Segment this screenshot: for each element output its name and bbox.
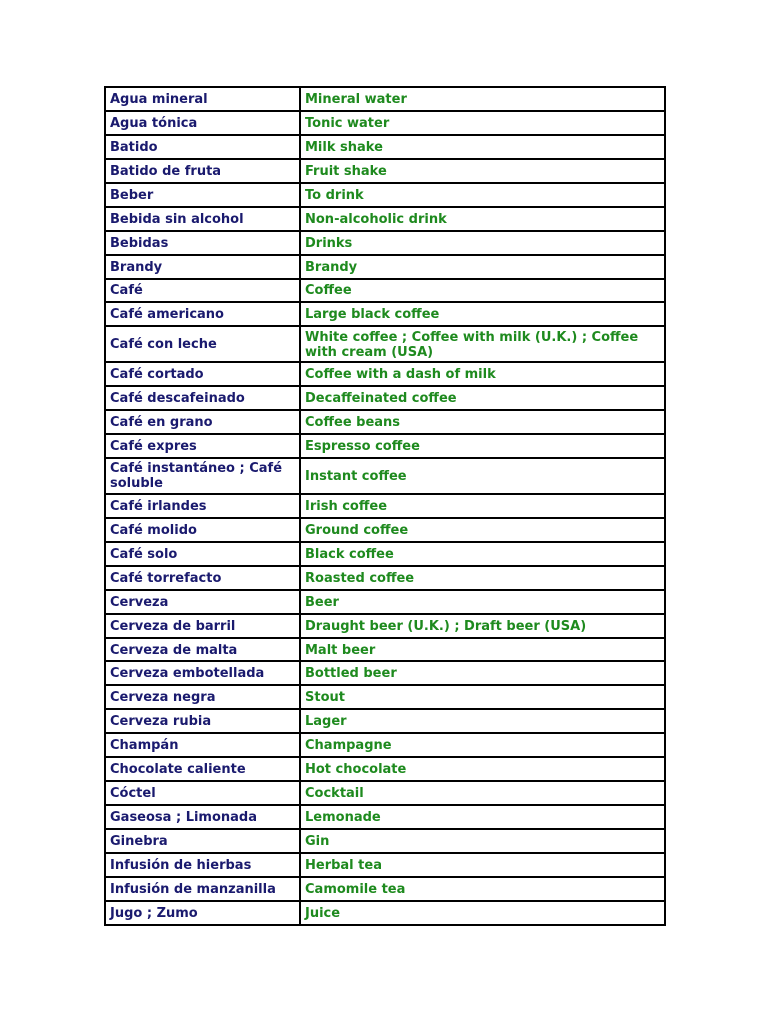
english-translation-cell: Lager — [300, 709, 665, 733]
english-translation-cell: Tonic water — [300, 111, 665, 135]
table-row — [105, 207, 665, 231]
spanish-term-cell: Café solo — [105, 542, 300, 566]
spanish-term-cell: Cerveza embotellada — [105, 661, 300, 685]
english-translation-cell: Herbal tea — [300, 853, 665, 877]
table-row — [105, 302, 665, 326]
table-row — [105, 853, 665, 877]
english-translation-cell: Coffee — [300, 279, 665, 303]
spanish-term-cell: Beber — [105, 183, 300, 207]
spanish-term-cell: Cóctel — [105, 781, 300, 805]
english-translation-cell: Malt beer — [300, 638, 665, 662]
table-row — [105, 518, 665, 542]
spanish-term-cell: Bebida sin alcohol — [105, 207, 300, 231]
english-translation-cell: Coffee with a dash of milk — [300, 362, 665, 386]
english-translation-cell: Milk shake — [300, 135, 665, 159]
table-row — [105, 542, 665, 566]
english-translation-cell: Draught beer (U.K.) ; Draft beer (USA) — [300, 614, 665, 638]
vocabulary-table — [104, 86, 666, 926]
table-row — [105, 279, 665, 303]
table-row — [105, 386, 665, 410]
english-translation-cell: Champagne — [300, 733, 665, 757]
spanish-term-cell: Gaseosa ; Limonada — [105, 805, 300, 829]
spanish-term-cell: Cerveza rubia — [105, 709, 300, 733]
spanish-term-cell: Brandy — [105, 255, 300, 279]
spanish-term-cell: Infusión de manzanilla — [105, 877, 300, 901]
table-row — [105, 614, 665, 638]
spanish-term-cell: Chocolate caliente — [105, 757, 300, 781]
table-row — [105, 255, 665, 279]
spanish-term-cell: Infusión de hierbas — [105, 853, 300, 877]
table-row — [105, 183, 665, 207]
english-translation-cell: Stout — [300, 685, 665, 709]
spanish-term-cell: Café en grano — [105, 410, 300, 434]
spanish-term-cell: Cerveza negra — [105, 685, 300, 709]
table-row — [105, 410, 665, 434]
spanish-term-cell: Café — [105, 279, 300, 303]
spanish-term-cell: Café americano — [105, 302, 300, 326]
table-row — [105, 135, 665, 159]
spanish-term-cell: Agua mineral — [105, 87, 300, 111]
spanish-term-cell: Agua tónica — [105, 111, 300, 135]
english-translation-cell: Espresso coffee — [300, 434, 665, 458]
english-translation-cell: Juice — [300, 901, 665, 925]
english-translation-cell: Fruit shake — [300, 159, 665, 183]
table-row — [105, 661, 665, 685]
spanish-term-cell: Cerveza de barril — [105, 614, 300, 638]
spanish-term-cell: Batido de fruta — [105, 159, 300, 183]
table-row — [105, 709, 665, 733]
table-row — [105, 87, 665, 111]
spanish-term-cell: Bebidas — [105, 231, 300, 255]
spanish-term-cell: Ginebra — [105, 829, 300, 853]
table-row — [105, 362, 665, 386]
english-translation-cell: Cocktail — [300, 781, 665, 805]
table-row — [105, 159, 665, 183]
english-translation-cell: Roasted coffee — [300, 566, 665, 590]
english-translation-cell: Coffee beans — [300, 410, 665, 434]
spanish-term-cell: Cerveza — [105, 590, 300, 614]
english-translation-cell: Drinks — [300, 231, 665, 255]
spanish-term-cell: Champán — [105, 733, 300, 757]
table-row — [105, 877, 665, 901]
english-translation-cell: To drink — [300, 183, 665, 207]
spanish-term-cell: Jugo ; Zumo — [105, 901, 300, 925]
table-row — [105, 494, 665, 518]
vocabulary-table-body — [105, 87, 665, 925]
table-row — [105, 590, 665, 614]
table-row — [105, 733, 665, 757]
table-row — [105, 757, 665, 781]
spanish-term-cell: Café irlandes — [105, 494, 300, 518]
english-translation-cell: Decaffeinated coffee — [300, 386, 665, 410]
table-row — [105, 638, 665, 662]
english-translation-cell: Instant coffee — [300, 458, 665, 494]
spanish-term-cell: Café cortado — [105, 362, 300, 386]
english-translation-cell: Mineral water — [300, 87, 665, 111]
table-row — [105, 566, 665, 590]
english-translation-cell: Black coffee — [300, 542, 665, 566]
spanish-term-cell: Café expres — [105, 434, 300, 458]
english-translation-cell: Large black coffee — [300, 302, 665, 326]
spanish-term-cell: Café molido — [105, 518, 300, 542]
spanish-term-cell: Café torrefacto — [105, 566, 300, 590]
table-row — [105, 434, 665, 458]
table-row — [105, 111, 665, 135]
english-translation-cell: Lemonade — [300, 805, 665, 829]
english-translation-cell: Hot chocolate — [300, 757, 665, 781]
table-row — [105, 231, 665, 255]
english-translation-cell: Brandy — [300, 255, 665, 279]
table-row — [105, 326, 665, 362]
spanish-term-cell: Café con leche — [105, 326, 300, 362]
english-translation-cell: Bottled beer — [300, 661, 665, 685]
english-translation-cell: Ground coffee — [300, 518, 665, 542]
spanish-term-cell: Cerveza de malta — [105, 638, 300, 662]
english-translation-cell: Irish coffee — [300, 494, 665, 518]
table-row — [105, 901, 665, 925]
table-row — [105, 685, 665, 709]
spanish-term-cell: Café descafeinado — [105, 386, 300, 410]
spanish-term-cell: Café instantáneo ; Café soluble — [105, 458, 300, 494]
table-row — [105, 805, 665, 829]
table-row — [105, 829, 665, 853]
english-translation-cell: White coffee ; Coffee with milk (U.K.) ; Coffee with cream (USA) — [300, 326, 665, 362]
english-translation-cell: Camomile tea — [300, 877, 665, 901]
spanish-term-cell: Batido — [105, 135, 300, 159]
table-row — [105, 781, 665, 805]
english-translation-cell: Beer — [300, 590, 665, 614]
table-row — [105, 458, 665, 494]
english-translation-cell: Gin — [300, 829, 665, 853]
english-translation-cell: Non-alcoholic drink — [300, 207, 665, 231]
